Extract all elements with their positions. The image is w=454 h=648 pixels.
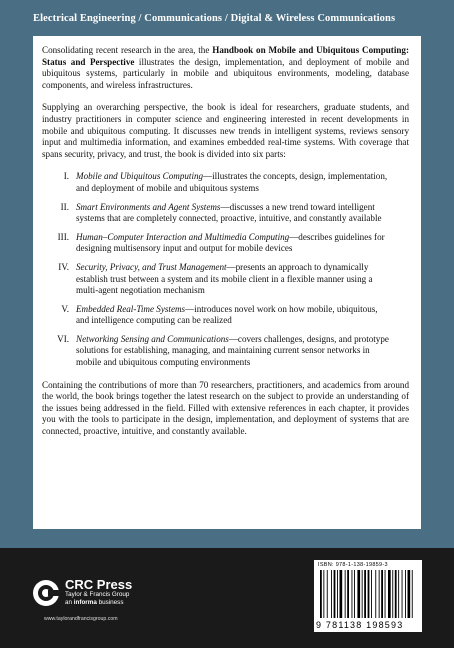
part-text — [76, 304, 409, 327]
part-numeral: V. — [61, 303, 69, 314]
part-item — [42, 171, 409, 194]
conclusion-paragraph: Containing the contributions of more than 70 researchers, practitioners, and academics from around the world, the book brings together the latest research on the subject to provide an understanding of the issues being addressed in the field. Filled with extensive references in each chapter, it provides you with the tools to participate in the design, implementation, and deployment of systems that are connected, proactive, intuitive, and constantly available. — [42, 379, 409, 437]
part-item — [42, 232, 409, 255]
part-description: —discusses a new trend toward intelligent systems that are completely connected, proactive, intuitive, and constantly available — [76, 201, 382, 224]
publisher-group: Taylor & Francis Group — [65, 591, 130, 598]
intro-text: Consolidating recent research in the area, the — [42, 45, 213, 55]
part-title: Mobile and Ubiquitous Computing — [76, 171, 204, 182]
part-numeral: III. — [57, 231, 69, 242]
part-description: —describes guidelines for designing multisensory input and output for mobile devices — [76, 231, 385, 254]
part-text — [76, 202, 409, 225]
publisher-name: CRC Press — [65, 577, 133, 592]
barcode-digits: 9 781138 198593 — [316, 620, 404, 630]
part-numeral: II. — [60, 201, 69, 212]
description-panel — [33, 36, 421, 529]
publisher-logo — [33, 578, 132, 607]
publisher-business: an informa business — [65, 599, 124, 606]
category-heading: Electrical Engineering / Communications / Digital & Wireless Communications — [33, 13, 396, 24]
part-description: —covers challenges, designs, and prototype solutions for establishing, managing, and maintaining current sensor networks in mobile and ubiquitous computing environments — [76, 333, 389, 368]
part-text — [76, 334, 409, 369]
intro-text-continued: illustrates the design, implementation, and deployment of mobile and ubiquitous systems, particularly in mobile and ubiquitous environments, modeling, database components, and wireless infrastructures. — [42, 56, 409, 90]
part-title: Security, Privacy, and Trust Management — [76, 261, 227, 272]
crc-press-logo-icon — [33, 580, 59, 606]
part-title: Human–Computer Interaction and Multimedia Computing — [76, 231, 290, 242]
part-item — [42, 304, 409, 327]
part-numeral: IV. — [58, 261, 69, 272]
overview-paragraph: Supplying an overarching perspective, the book is ideal for researchers, graduate students, and industry practitioners in computer science and engineering interested in recent developments in mobile and ubiquitous computing. It discusses new trends in intelligent systems, reviews sensory input and multimedia information, and examines embedded real-time systems. With coverage that spans security, privacy, and trust, the book is divided into six parts: — [42, 102, 409, 159]
part-item — [42, 262, 409, 297]
part-text — [76, 262, 409, 297]
isbn-barcode — [314, 560, 422, 632]
publisher-website: www.taylorandfrancisgroup.com — [44, 616, 118, 622]
part-item — [42, 334, 409, 369]
part-text — [76, 232, 409, 255]
parts-list — [42, 171, 409, 368]
part-item — [42, 202, 409, 225]
part-title: Smart Environments and Agent Systems — [76, 201, 221, 212]
part-numeral: VI. — [57, 333, 69, 344]
part-numeral: I. — [63, 171, 69, 182]
part-description: —illustrates the concepts, design, implementation, and deployment of mobile and ubiquitous systems — [76, 171, 388, 193]
part-title: Networking Sensing and Communications — [76, 333, 229, 344]
part-text — [76, 171, 409, 194]
part-title: Embedded Real-Time Systems — [76, 303, 186, 314]
part-description: —introduces novel work on how mobile, ubiquitous, and intelligence computing can be realized — [76, 303, 378, 326]
barcode-bars-icon — [318, 570, 418, 620]
intro-paragraph — [42, 45, 409, 91]
part-description: —presents an approach to dynamically establish trust between a system and its mobile client in a flexible manner using a multi-agent negotiation mechanism — [76, 261, 373, 296]
isbn-label: ISBN: 978-1-138-19859-3 — [318, 562, 388, 568]
book-title: Handbook on Mobile and Ubiquitous Computing: Status and Perspective — [42, 45, 409, 67]
